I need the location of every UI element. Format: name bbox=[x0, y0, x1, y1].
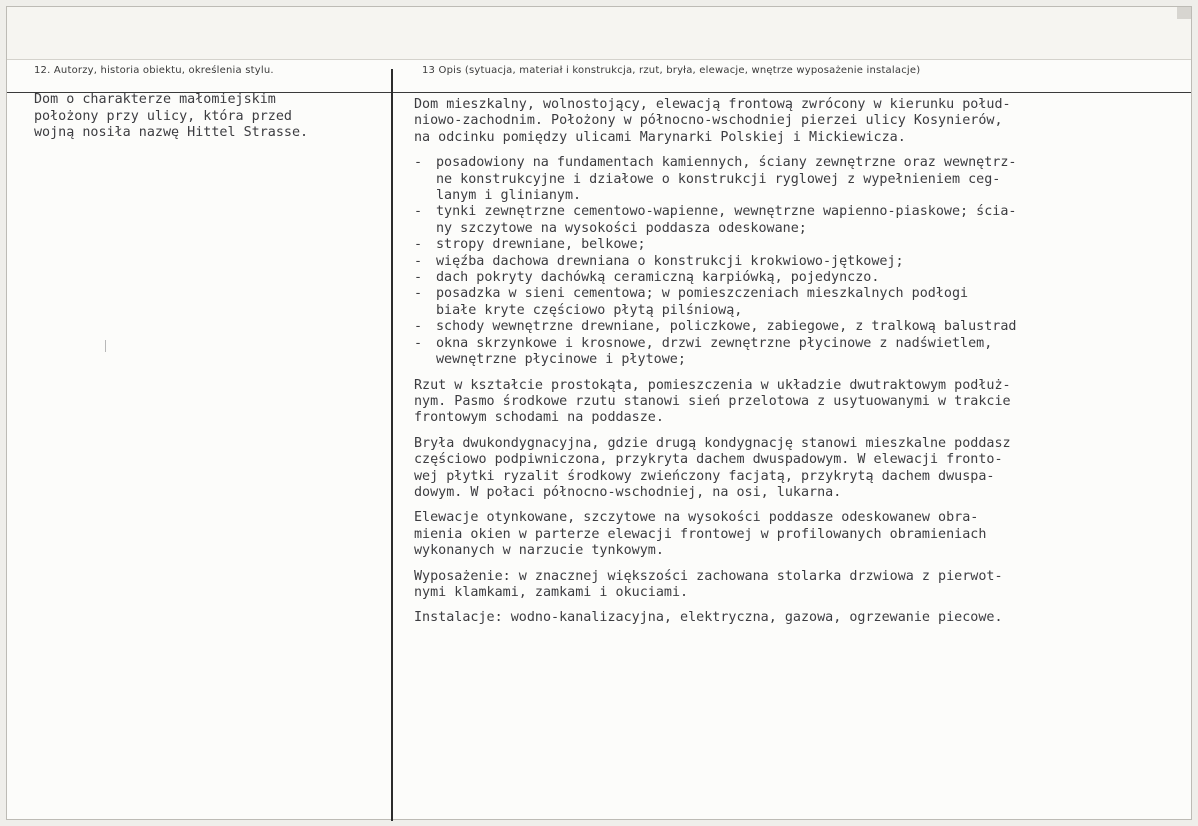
list-item bbox=[414, 336, 1174, 369]
text-line: wojną nosiła nazwę Hittel Strasse. bbox=[34, 125, 309, 141]
text-line: nym. Pasmo środkowe rzutu stanowi sień przelotowa z usytuowanymi w trakcie bbox=[414, 393, 1011, 409]
section-12-header: 12. Autorzy, historia obiektu, określenia stylu. bbox=[34, 65, 274, 76]
elevations-paragraph bbox=[414, 510, 1174, 559]
text-line: lanym i glinianym. bbox=[436, 188, 582, 204]
text-line: niowo-zachodnim. Położony w północno-wschodniej pierzei ulicy Kosynierów, bbox=[414, 113, 1003, 129]
list-dash: - bbox=[414, 319, 423, 335]
text-line: Instalacje: wodno-kanalizacyjna, elektryczna, gazowa, ogrzewanie piecowe. bbox=[414, 610, 1003, 626]
list-item bbox=[414, 237, 1174, 253]
massing-paragraph bbox=[414, 436, 1174, 502]
text-line: dach pokryty dachówką ceramiczną karpiówką, pojedynczo. bbox=[436, 270, 880, 286]
list-item bbox=[414, 286, 1174, 319]
list-dash: - bbox=[414, 286, 423, 302]
list-dash: - bbox=[414, 155, 423, 171]
text-line: Bryła dwukondygnacyjna, gdzie drugą kondygnację stanowi mieszkalne poddasz bbox=[414, 435, 1011, 451]
list-dash: - bbox=[414, 237, 423, 253]
list-dash: - bbox=[414, 253, 423, 269]
column-divider bbox=[391, 69, 393, 821]
text-line: dowym. W połaci północno-wschodniej, na osi, lukarna. bbox=[414, 484, 842, 500]
list-item bbox=[414, 319, 1174, 335]
text-line: ne konstrukcyjne i działowe o konstrukcji ryglowej z wypełnieniem ceg- bbox=[436, 171, 1001, 187]
list-dash: - bbox=[414, 204, 423, 220]
text-line: położony przy ulicy, która przed bbox=[34, 108, 292, 124]
text-line: na odcinku pomiędzy ulicami Marynarki Polskiej i Mickiewicza. bbox=[414, 129, 906, 145]
list-item bbox=[414, 155, 1174, 204]
intro-paragraph bbox=[414, 97, 1174, 146]
text-line: ny szczytowe na wysokości poddasza odeskowane; bbox=[436, 220, 807, 236]
furnishings-paragraph bbox=[414, 569, 1174, 602]
list-dash: - bbox=[414, 335, 423, 351]
list-dash: - bbox=[414, 270, 423, 286]
text-line: schody wewnętrzne drewniane, policzkowe, zabiegowe, z tralkową balustrad bbox=[436, 319, 1017, 335]
text-line: więźba dachowa drewniana o konstrukcji krokwiowo-jętkowej; bbox=[436, 253, 904, 269]
text-line: mienia okien w parterze elewacji frontowej w profilowanych obramieniach bbox=[414, 526, 987, 542]
text-line: Dom o charakterze małomiejskim bbox=[34, 92, 276, 107]
text-line: Elewacje otynkowane, szczytowe na wysokości poddasze odeskowanew obra- bbox=[414, 510, 979, 526]
section-13-text bbox=[414, 97, 1174, 636]
text-line: posadzka w sieni cementowa; w pomieszczeniach mieszkalnych podłogi bbox=[436, 286, 969, 302]
section-12-text bbox=[34, 92, 379, 142]
text-line: wewnętrzne płycinowe i płytowe; bbox=[436, 352, 686, 368]
text-line: Dom mieszkalny, wolnostojący, elewacją frontową zwrócony w kierunku połud- bbox=[414, 97, 1011, 112]
card-top-band bbox=[7, 7, 1191, 60]
corner-mark bbox=[1177, 7, 1191, 19]
text-line: okna skrzynkowe i krosnowe, drzwi zewnętrzne płycinowe z nadświetlem, bbox=[436, 335, 993, 351]
list-item bbox=[414, 204, 1174, 237]
text-line: posadowiony na fundamentach kamiennych, ściany zewnętrzne oraz wewnętrz- bbox=[436, 155, 1017, 171]
plan-paragraph bbox=[414, 378, 1174, 427]
text-line: nymi klamkami, zamkami i okuciami. bbox=[414, 584, 689, 600]
text-line: Wyposażenie: w znacznej większości zachowana stolarka drzwiowa z pierwot- bbox=[414, 568, 1003, 584]
list-item bbox=[414, 254, 1174, 270]
construction-list bbox=[414, 155, 1174, 368]
text-line: częściowo podpiwniczona, przykryta dachem dwuspadowym. W elewacji fronto- bbox=[414, 452, 1003, 468]
text-line: tynki zewnętrzne cementowo-wapienne, wewnętrzne wapienno-piaskowe; ścia- bbox=[436, 204, 1017, 220]
list-item bbox=[414, 270, 1174, 286]
text-line: białe kryte częściowo płytą pilśniową, bbox=[436, 302, 743, 318]
text-line: stropy drewniane, belkowe; bbox=[436, 237, 646, 253]
installations-paragraph bbox=[414, 610, 1174, 626]
text-line: wej płytki ryzalit środkowy zwieńczony facjatą, przykrytą dachem dwuspa- bbox=[414, 468, 995, 484]
stray-mark bbox=[105, 340, 106, 352]
text-line: Rzut w kształcie prostokąta, pomieszczenia w układzie dwutraktowym podłuż- bbox=[414, 377, 1011, 393]
section-13-header: 13 Opis (sytuacja, materiał i konstrukcja, rzut, bryła, elewacje, wnętrze wyposażenie instalacje) bbox=[422, 65, 921, 76]
text-line: wykonanych w narzucie tynkowym. bbox=[414, 543, 664, 559]
text-line: frontowym schodami na poddasze. bbox=[414, 410, 664, 426]
